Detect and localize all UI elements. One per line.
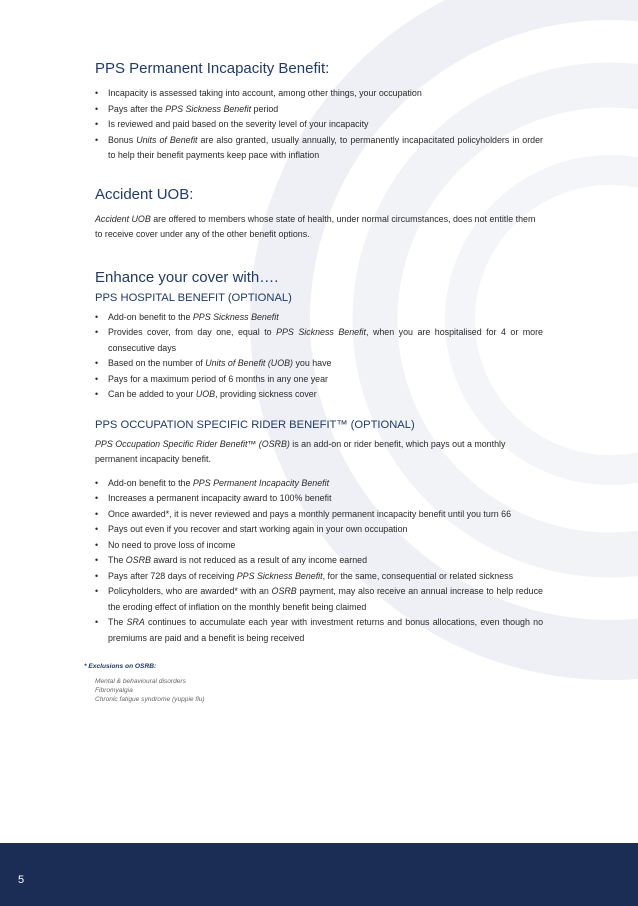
bullet-icon: • xyxy=(95,373,99,384)
item-text: , providing sickness cover xyxy=(215,389,317,399)
accident-uob-paragraph xyxy=(95,212,543,243)
item-text: period xyxy=(251,103,279,114)
section-enhance-cover xyxy=(95,269,543,647)
item-text: you have xyxy=(293,358,332,368)
item-text: payment, may also receive an annual increase to help reduce the eroding effect of inflation on the monthly benefit being claimed xyxy=(108,586,543,612)
section-title: Enhance your cover with…. xyxy=(95,268,279,286)
permanent-incapacity-list xyxy=(95,86,543,164)
section-title: Accident UOB: xyxy=(95,185,194,203)
section-title: PPS Permanent Incapacity Benefit: xyxy=(95,60,330,77)
italic-term: Units of Benefit xyxy=(136,134,198,145)
osrb-intro-paragraph xyxy=(95,437,543,468)
list-item xyxy=(95,102,543,118)
item-text: The xyxy=(108,617,127,627)
italic-term: PPS Permanent Incapacity Benefit xyxy=(192,477,330,488)
bullet-icon: • xyxy=(95,327,99,337)
item-text: award is not reduced as a result of any income earned xyxy=(150,555,368,565)
item-text: Add-on benefit to the xyxy=(108,311,193,322)
list-item xyxy=(95,584,543,615)
footnote xyxy=(84,662,543,704)
osrb-list xyxy=(95,476,543,647)
bullet-icon: • xyxy=(95,477,99,488)
osrb-heading: PPS OCCUPATION SPECIFIC RIDER BENEFIT™ (OPTIONAL) xyxy=(95,418,415,431)
bullet-icon: • xyxy=(95,134,99,145)
italic-term: PPS Occupation Specific Rider Benefit™ (OSRB) xyxy=(95,438,290,449)
list-item xyxy=(95,569,543,585)
bullet-icon: • xyxy=(95,524,99,534)
bullet-icon: • xyxy=(95,617,99,627)
section-permanent-incapacity xyxy=(95,60,543,164)
italic-term: PPS Sickness Benefit xyxy=(192,311,279,322)
list-item xyxy=(95,356,543,372)
italic-term: Units of Benefit (UOB) xyxy=(205,358,293,368)
item-text: Policyholders, who are awarded* with an xyxy=(108,586,272,596)
bullet-icon: • xyxy=(95,539,99,550)
footnote-line: Fibromyalgia xyxy=(95,687,133,694)
item-text: , for the same, consequential or related sickness xyxy=(322,570,514,581)
item-text: Can be added to your xyxy=(108,389,196,399)
bullet-icon: • xyxy=(95,103,99,114)
italic-term: OSRB xyxy=(271,586,297,596)
item-text: Is reviewed and paid based on the severity level of your incapacity xyxy=(108,119,369,129)
italic-term: PPS Sickness Benefit xyxy=(236,570,323,581)
item-text: Pays out even if you recover and start working again in your own occupation xyxy=(108,524,408,534)
list-item xyxy=(95,615,543,646)
page-content xyxy=(84,60,544,704)
item-text: Based on the number of xyxy=(108,358,206,368)
italic-term: UOB xyxy=(195,389,216,399)
hospital-benefit-heading: PPS HOSPITAL BENEFIT (OPTIONAL) xyxy=(95,291,292,304)
bullet-icon: • xyxy=(95,508,99,519)
list-item xyxy=(95,538,543,554)
item-text: are also granted, usually annually, to permanently incapacitated policyholders in order to help their benefit payments keep pace with inflation xyxy=(108,134,543,160)
list-item xyxy=(95,86,543,102)
item-text: Provides cover, from day one, equal to xyxy=(108,327,277,337)
list-item xyxy=(95,507,543,523)
paragraph-text: are offered to members whose state of health, under normal circumstances, does not entitle them to receive cover under any of the other benefit options. xyxy=(95,213,536,239)
item-text: Pays after 728 days of receiving xyxy=(108,570,237,581)
item-text: The xyxy=(108,555,126,565)
footnote-line: Chronic fatigue syndrome (yuppie flu) xyxy=(95,696,205,703)
bullet-icon: • xyxy=(95,586,99,596)
item-text: Bonus xyxy=(108,134,137,145)
hospital-benefit-list xyxy=(95,310,543,403)
list-item xyxy=(95,387,543,403)
item-text: Add-on benefit to the xyxy=(108,477,193,488)
list-item xyxy=(95,491,543,507)
item-text: Incapacity is assessed taking into account, among other things, your occupation xyxy=(108,88,422,98)
italic-term: OSRB xyxy=(125,555,151,565)
list-item xyxy=(95,372,543,388)
footnote-lines xyxy=(95,677,543,704)
footnote-title: * Exclusions on OSRB: xyxy=(84,663,157,670)
list-item xyxy=(95,117,543,133)
list-item xyxy=(95,310,543,326)
item-text: Pays after the xyxy=(108,103,166,114)
list-item xyxy=(95,553,543,569)
item-text: Once awarded*, it is never reviewed and pays a monthly permanent incapacity benefit until you turn 66 xyxy=(108,508,512,519)
paragraph-text: is an add-on or rider benefit, which pays out a monthly permanent incapacity benefit. xyxy=(95,438,506,464)
list-item xyxy=(95,476,543,492)
bullet-icon: • xyxy=(95,389,99,399)
bullet-icon: • xyxy=(95,311,99,322)
item-text: , when you are hospitalised for 4 or more consecutive days xyxy=(108,327,543,353)
bullet-icon: • xyxy=(95,555,99,565)
bullet-icon: • xyxy=(95,358,99,368)
item-text: Increases a permanent incapacity award to 100% benefit xyxy=(108,493,332,503)
item-text: Pays for a maximum period of 6 months in any one year xyxy=(108,373,329,384)
item-text: No need to prove loss of income xyxy=(108,539,236,550)
page-number: 5 xyxy=(18,874,25,886)
bullet-icon: • xyxy=(95,493,99,503)
list-item xyxy=(95,133,543,164)
bullet-icon: • xyxy=(95,119,99,129)
footnote-line: Mental & behavioural disorders xyxy=(95,678,186,685)
bullet-icon: • xyxy=(95,88,99,98)
bullet-icon: • xyxy=(95,570,99,581)
page-footer xyxy=(0,843,638,906)
item-text: continues to accumulate each year with investment returns and bonus allocations, even though no premiums are paid and a benefit is being received xyxy=(108,617,544,643)
italic-term: SRA xyxy=(126,617,145,627)
italic-term: PPS Sickness Benefit xyxy=(165,103,252,114)
section-accident-uob xyxy=(95,186,543,243)
list-item xyxy=(95,325,543,356)
list-item xyxy=(95,522,543,538)
italic-term: Accident UOB xyxy=(95,213,151,224)
italic-term: PPS Sickness Benefit xyxy=(276,327,366,337)
